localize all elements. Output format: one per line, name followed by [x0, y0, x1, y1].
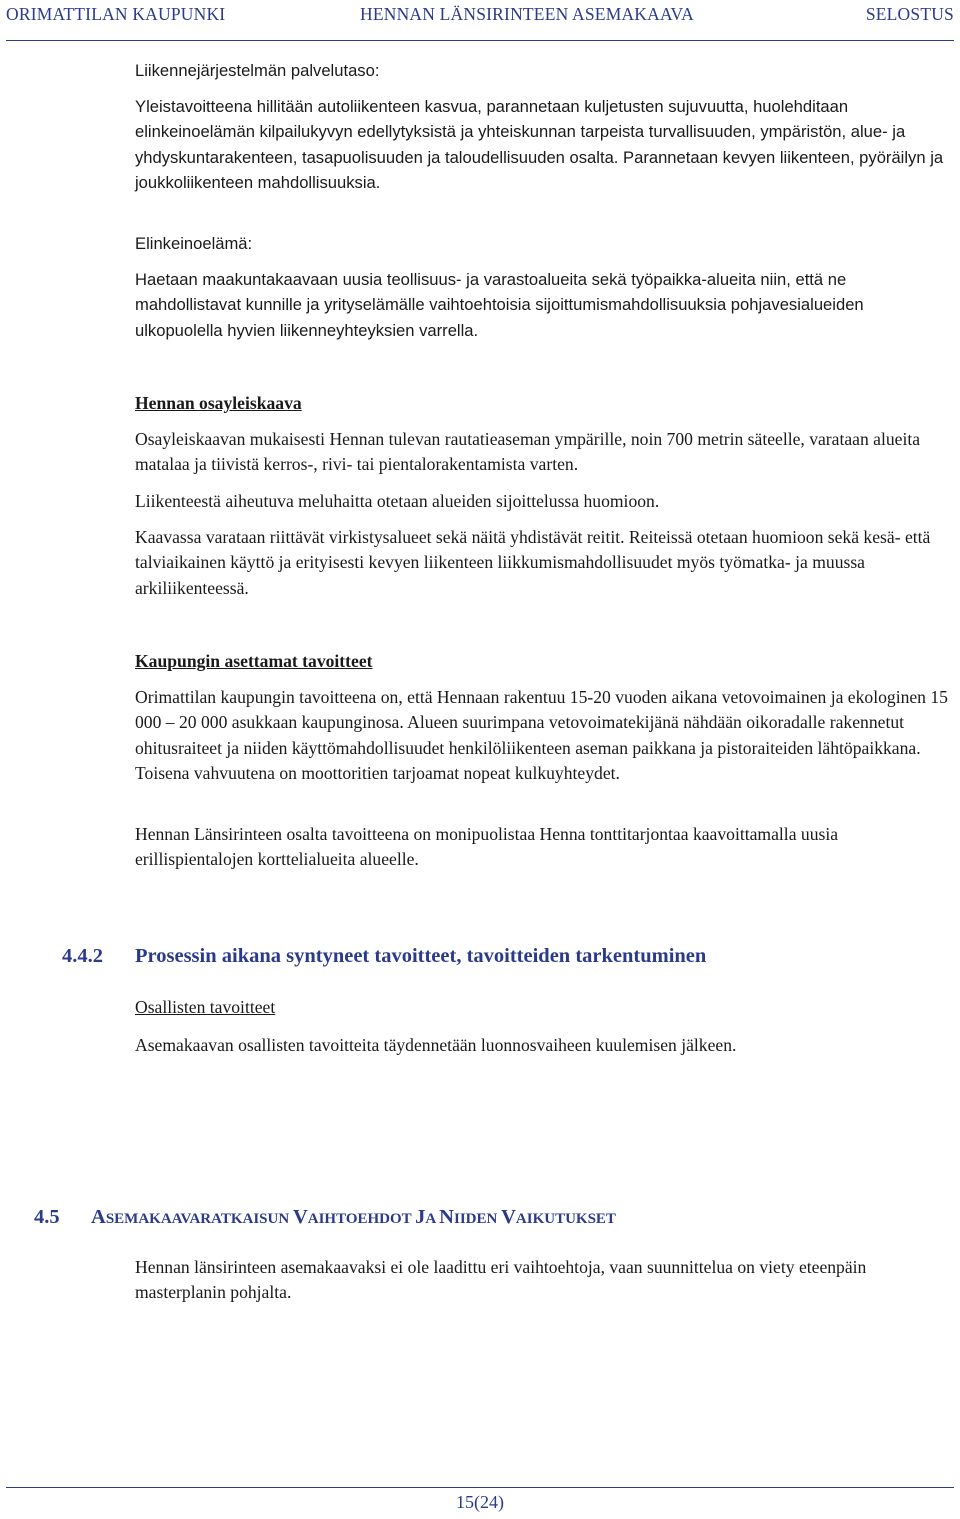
kaupunki-p2: Hennan Länsirinteen osalta tavoitteena on monipuolistaa Henna tonttitarjontaa kaavoittamalla uusia erillispientalojen korttelialueita alueelle.	[135, 824, 839, 870]
header-right: SELOSTUS	[865, 4, 954, 24]
page-number: 15(24)	[456, 1492, 504, 1512]
title-part: AIKUTUKSET	[515, 1211, 616, 1227]
osayleiskaava-heading: Hennan osayleiskaava	[135, 393, 302, 413]
title-part: J	[415, 1206, 426, 1228]
osallisten-text: Asemakaavan osallisten tavoitteita täydennetään luonnosvaiheen kuulemisen jälkeen.	[135, 1035, 737, 1055]
section-45-number: 4.5	[34, 1206, 60, 1228]
title-part: V	[292, 1206, 308, 1228]
kaupunki-p1: Orimattilan kaupungin tavoitteena on, että Hennaan rakentuu 15-20 vuoden aikana vetovoimainen ja ekologinen 15 000 – 20 000 asukkaan kaupunginosa. Alueen suurimpana vetovoimatekijänä nähdään oikoradalle rakennetut ohitusraiteet ja niiden käyttömahdollisuudet henkilöliikenteen aseman paikkana ja pistoraiteiden lähtöpaikkana. Toisena vahvuutena on moottoritien tarjoamat nopeat kulkuyhteydet.	[135, 687, 948, 783]
liikenne-label: Liikennejärjestelmän palvelutaso:	[135, 61, 380, 80]
title-part: A	[425, 1211, 440, 1227]
title-part: SEMAKAAVARATKAISUN	[105, 1211, 293, 1227]
header-left: ORIMATTILAN KAUPUNKI	[6, 4, 226, 24]
title-part: IIDEN	[453, 1211, 502, 1227]
section-442-number: 4.4.2	[62, 945, 103, 967]
osayleiskaava-p3: Kaavassa varataan riittävät virkistysalueet sekä näitä yhdistävät reitit. Reiteissä otetaan huomioon sekä kesä- että talviaikainen käyttö ja erityisesti kevyen liikenteen liikkumismahdollisuudet myös työmatka- ja muussa arkiliikenteessä.	[135, 527, 931, 598]
title-part: A	[91, 1206, 106, 1228]
section-45-text: Hennan länsirinteen asemakaavaksi ei ole laadittu eri vaihtoehtoja, vaan suunnittelua on viety eteenpäin masterplanin pohjalta.	[135, 1257, 867, 1303]
title-part: AIHTOEHDOT	[307, 1211, 416, 1227]
elinkeino-label: Elinkeinoelämä:	[135, 234, 253, 253]
title-part: V	[501, 1206, 516, 1228]
section-442-title: Prosessin aikana syntyneet tavoitteet, tavoitteiden tarkentuminen	[135, 945, 707, 967]
liikenne-text: Yleistavoitteena hillitään autoliikenteen kasvua, parannetaan kuljetusten sujuvuutta, huolehditaan elinkeinoelämän kilpailukyvyn edellytyksistä ja yhteiskunnan tarpeista turvallisuuden, ympäristön, alue- ja yhdyskuntarakenteen, tasapuolisuuden ja taloudellisuuden osalta. Parannetaan kevyen liikenteen, pyöräilyn ja joukkoliikenteen mahdollisuuksia.	[135, 97, 944, 192]
osayleiskaava-p1: Osayleiskaavan mukaisesti Hennan tulevan rautatieaseman ympärille, noin 700 metrin säteelle, varataan alueita matalaa ja tiivistä kerros-, rivi- tai pientalorakentamista varten.	[135, 429, 921, 475]
section-45-title	[91, 1206, 616, 1229]
osallisten-heading: Osallisten tavoitteet	[135, 997, 276, 1017]
title-part: N	[439, 1206, 454, 1228]
osayleiskaava-p2: Liikenteestä aiheutuva meluhaitta otetaan alueiden sijoittelussa huomioon.	[135, 491, 660, 511]
header-title: HENNAN LÄNSIRINTEEN ASEMAKAAVA	[360, 4, 694, 24]
footer-rule	[6, 1487, 954, 1488]
elinkeino-text: Haetaan maakuntakaavaan uusia teollisuus- ja varastoalueita sekä työpaikka-alueita niin, että ne mahdollistavat kunnille ja yrityselämälle vaihtoehtoisia sijoittumismahdollisuuksia pohjavesialueiden ulkopuolella hyvien liikenneyhteyksien varrella.	[135, 270, 864, 340]
kaupunki-heading: Kaupungin asettamat tavoitteet	[135, 651, 373, 671]
header-rule	[6, 40, 954, 41]
